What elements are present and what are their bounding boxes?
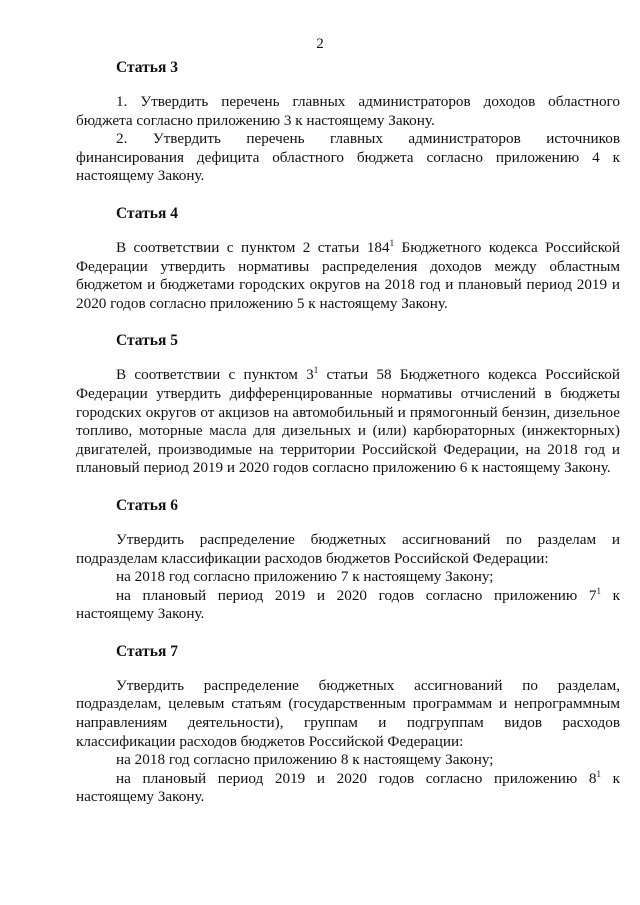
article-paragraph: [76, 366, 620, 478]
superscript: 1: [596, 768, 601, 779]
article-heading: Статья 3: [116, 59, 178, 76]
paragraph-text: В соответствии с пунктом 3: [116, 366, 314, 384]
article-paragraph: [76, 770, 620, 807]
article-3: [76, 58, 620, 186]
article-paragraph: [76, 587, 620, 624]
superscript: 1: [596, 585, 601, 596]
article-5: [76, 331, 620, 478]
superscript: 1: [389, 237, 395, 248]
article-4: [76, 204, 620, 313]
article-paragraph: [76, 239, 620, 313]
article-paragraph: 2. Утвердить перечень главных администраторов источников финансирования дефицита областного бюджета согласно приложению 4 к настоящему Закону.: [76, 130, 620, 185]
paragraph-text: к настоящему Закону.: [76, 586, 620, 623]
paragraph-text: к настоящему Закону.: [76, 769, 620, 806]
article-6: [76, 496, 620, 624]
document-body: [76, 58, 620, 807]
article-heading: Статья 6: [116, 496, 178, 514]
paragraph-text: на плановый период 2019 и 2020 годов согласно приложению 7: [116, 586, 597, 604]
article-heading: Статья 4: [116, 204, 178, 222]
superscript: 1: [313, 365, 319, 376]
article-paragraph: на 2018 год согласно приложению 7 к настоящему Закону;: [116, 568, 494, 586]
article-paragraph: на 2018 год согласно приложению 8 к настоящему Закону;: [116, 751, 494, 769]
article-heading: Статья 5: [116, 332, 178, 350]
paragraph-text: на плановый период 2019 и 2020 годов согласно приложению 8: [116, 769, 597, 787]
paragraph-text: В соответствии с пунктом 2 статьи 184: [116, 238, 390, 256]
page-number: 2: [316, 36, 324, 52]
article-paragraph: Утвердить распределение бюджетных ассигнований по разделам и подразделам классификации расходов бюджетов Российской Федерации:: [76, 530, 620, 567]
article-7: [76, 642, 620, 807]
paragraph-text: статьи 58 Бюджетного кодекса Российской Федерации утвердить дифференцированные нормативы отчислений в бюджеты городских округов от акцизов на автомобильный и прямогонный бензин, дизельное топливо, моторные масла для дизельных и (или) карбюраторных (инжекторных) двигателей, производимые на территории Российской Федерации, на 2018 год и плановый период 2019 и 2020 годов согласно приложению 6 к настоящему Закону.: [76, 366, 620, 477]
paragraph-text: Бюджетного кодекса Российской Федерации утвердить нормативы распределения доходов между областным бюджетом и бюджетами городских округов на 2018 год и плановый период 2019 и 2020 годов согласно приложению 5 к настоящему Закону.: [76, 238, 620, 312]
article-paragraph: Утвердить распределение бюджетных ассигнований по разделам, подразделам, целевым статьям (государственным программам и непрограммным направлениям деятельности), группам и подгруппам видов расходов классификации расходов бюджетов Российской Федерации:: [76, 676, 620, 750]
article-heading: Статья 7: [116, 642, 178, 660]
article-paragraph: 1. Утвердить перечень главных администраторов доходов областного бюджета согласно приложению 3 к настоящему Закону.: [76, 93, 620, 129]
